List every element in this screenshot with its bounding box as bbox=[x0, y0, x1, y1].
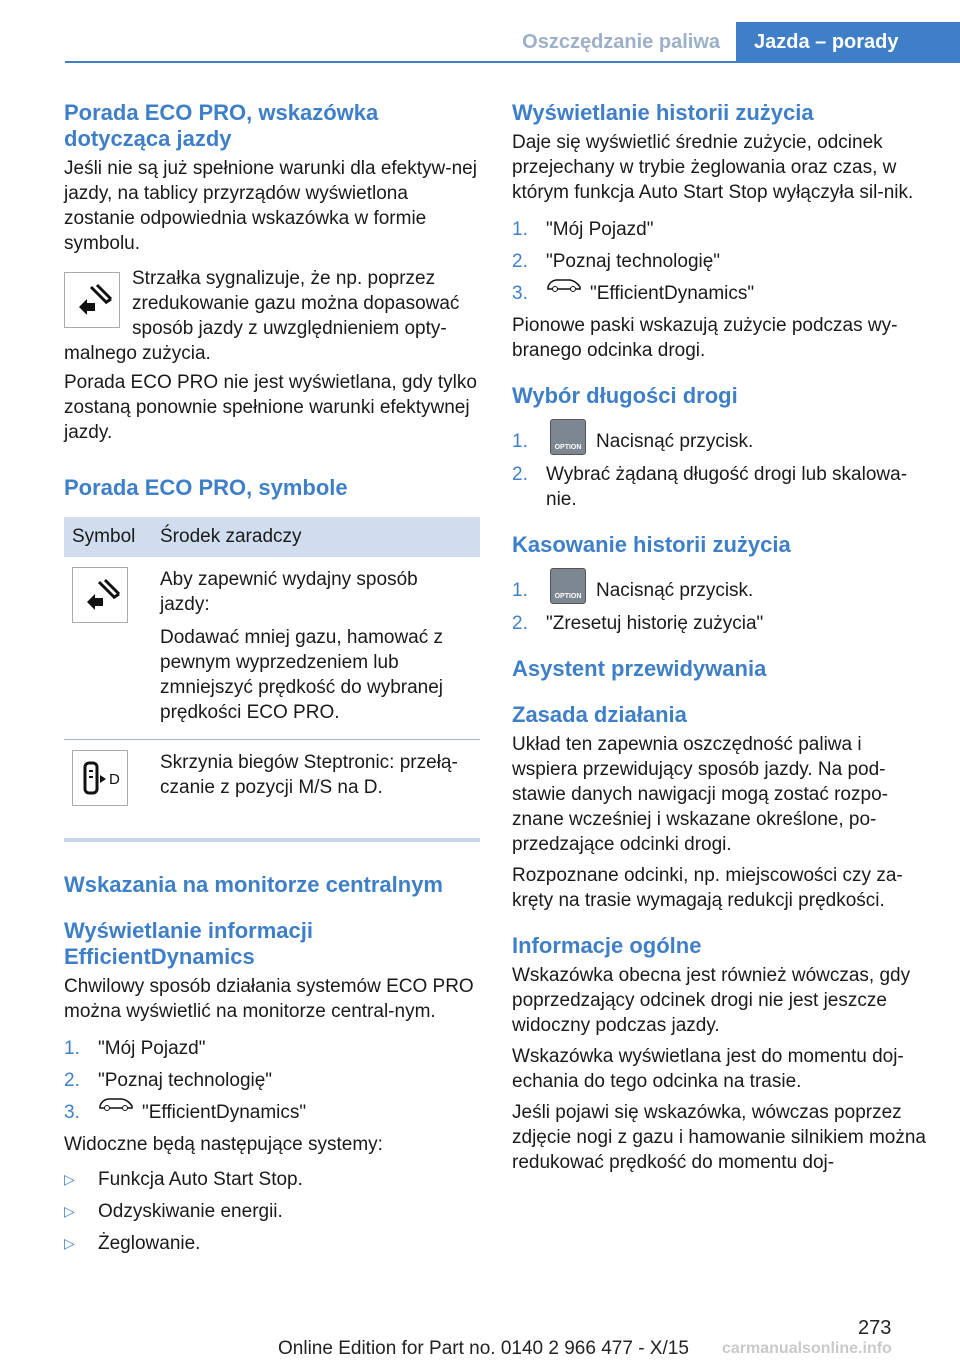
heading-predictive-assistant: Asystent przewidywania bbox=[512, 656, 767, 681]
header-chapter-title: Jazda – porady bbox=[736, 22, 960, 62]
car-icon bbox=[546, 275, 582, 306]
list-item: 1. "Mój Pojazd" bbox=[512, 219, 654, 240]
table-cell-remedy bbox=[152, 557, 480, 740]
footer-edition: Online Edition for Part no. 0140 2 966 477 - X/15 bbox=[278, 1338, 689, 1359]
right-column bbox=[512, 100, 932, 1175]
table-cell-symbol bbox=[64, 557, 152, 740]
table-header-row bbox=[64, 517, 480, 557]
paragraph-bars: Pionowe paski wskazują zużycie podczas wy-branego odcinka drogi. bbox=[512, 315, 898, 361]
list-item: 1. OPTION Nacisnąć przycisk. bbox=[512, 578, 932, 604]
paragraph-principle-2: Rozpoznane odcinki, np. miejscowości czy za-kręty na trasie wymagają redukcji prędkości. bbox=[512, 865, 903, 911]
list-item: ▷ Żeglowanie. bbox=[64, 1233, 201, 1254]
paragraph-history: Daje się wyświetlić średnie zużycie, odcinek przejechany w trybie żeglowania oraz czas, w którym funkcja Auto Start Stop wyłączyła sil-nik. bbox=[512, 132, 914, 203]
table-row bbox=[64, 740, 480, 821]
option-button-icon: OPTION bbox=[550, 419, 586, 455]
paragraph-general-3: Jeśli pojawi się wskazówka, wówczas poprzez zdjęcie nogi z gazu i hamowanie silnikiem można redukować prędkość do momentu doj- bbox=[512, 1102, 926, 1173]
list-item: ▷ Odzyskiwanie energii. bbox=[64, 1201, 283, 1222]
bullet-marker-icon: ▷ bbox=[64, 1235, 75, 1251]
heading-eco-symbols: Porada ECO PRO, symbole bbox=[64, 475, 348, 500]
paragraph-eco-hint-2: Strzałka sygnalizuje, że np. poprzez zredukowanie gazu można dopasować sposób jazdy z uwzględnieniem opty-malnego zużycia. bbox=[64, 268, 460, 364]
page-header bbox=[0, 0, 960, 62]
list-item: ▷ Funkcja Auto Start Stop. bbox=[64, 1169, 303, 1190]
remedy-text-1: Aby zapewnić wydajny sposób jazdy: bbox=[160, 569, 418, 615]
header-divider bbox=[65, 61, 960, 63]
list-item: 3. "EfficientDynamics" bbox=[512, 281, 932, 306]
paragraph-principle-1: Układ ten zapewnia oszczędność paliwa i wspiera przewidujący sposób jazdy. Na pod-stawie danych nawigacji mogą zostać rozpo-znane wcześniej i wskazane określone, po-przedzające odcinki drogi. bbox=[512, 734, 888, 855]
table-cell-symbol bbox=[64, 740, 152, 821]
heading-efficientdynamics-info: Wyświetlanie informacji EfficientDynamics bbox=[64, 918, 314, 969]
table-row bbox=[64, 557, 480, 740]
eco-arrow-icon bbox=[64, 272, 120, 328]
eco-arrow-icon bbox=[72, 567, 128, 623]
bullet-marker-icon: ▷ bbox=[64, 1203, 75, 1219]
svg-text:D: D bbox=[109, 771, 120, 788]
heading-route-length: Wybór długości drogi bbox=[512, 383, 738, 408]
bullet-marker-icon: ▷ bbox=[64, 1171, 75, 1187]
paragraph-general-1: Wskazówka obecna jest również wówczas, gdy poprzedzający odcinek drogi nie jest jeszcze widoczny podczas jazdy. bbox=[512, 965, 911, 1036]
heading-history: Wyświetlanie historii zużycia bbox=[512, 100, 814, 125]
table-header-remedy: Środek zaradczy bbox=[152, 517, 480, 557]
car-icon bbox=[98, 1094, 134, 1125]
history-steps-list bbox=[512, 217, 932, 306]
table-header-symbol: Symbol bbox=[64, 517, 152, 557]
paragraph-eco-hint-3: Porada ECO PRO nie jest wyświetlana, gdy tylko zostaną ponownie spełnione warunki efektywnej jazdy. bbox=[64, 372, 477, 443]
watermark: carmanualsonline.info bbox=[722, 1340, 892, 1357]
paragraph-eco-hint-1: Jeśli nie są już spełnione warunki dla efektyw-nej jazdy, na tablicy przyrządów wyświetlona zostanie odpowiednia wskazówka w formie symbolu. bbox=[64, 158, 477, 254]
heading-principle: Zasada działania bbox=[512, 702, 687, 727]
reset-steps-list bbox=[512, 578, 932, 636]
heading-central-monitor: Wskazania na monitorze centralnym bbox=[64, 872, 443, 897]
table-bottom-rule bbox=[64, 838, 480, 842]
paragraph-info: Chwilowy sposób działania systemów ECO PRO można wyświetlić na monitorze central-nym. bbox=[64, 976, 474, 1022]
paragraph-visible-systems: Widoczne będą następujące systemy: bbox=[64, 1134, 383, 1155]
option-button-icon: OPTION bbox=[550, 568, 586, 604]
left-column bbox=[64, 100, 480, 1263]
list-item: 1. "Mój Pojazd" bbox=[64, 1038, 206, 1059]
systems-bullet-list bbox=[64, 1167, 480, 1256]
heading-general-info: Informacje ogólne bbox=[512, 933, 702, 958]
page-number: 273 bbox=[858, 1317, 892, 1339]
heading-eco-hint: Porada ECO PRO, wskazówka dotycząca jazdy bbox=[64, 100, 379, 151]
heading-reset-history: Kasowanie historii zużycia bbox=[512, 532, 791, 557]
info-steps-list bbox=[64, 1036, 480, 1125]
eco-hint-icon-block bbox=[64, 266, 480, 366]
list-item: 2. Wybrać żądaną długość drogi lub skalowa-nie. bbox=[512, 464, 908, 510]
header-section-title: Oszczędzanie paliwa bbox=[518, 22, 736, 62]
list-item: 2. "Poznaj technologię" bbox=[512, 251, 721, 272]
list-item: 1. OPTION Nacisnąć przycisk. bbox=[512, 429, 932, 455]
list-item: 2. "Poznaj technologię" bbox=[64, 1070, 273, 1091]
list-item: 2. "Zresetuj historię zużycia" bbox=[512, 613, 764, 634]
gear-shift-d-icon bbox=[72, 750, 128, 806]
paragraph-general-2: Wskazówka wyświetlana jest do momentu doj-echania do tego odcinka na trasie. bbox=[512, 1046, 904, 1092]
eco-symbols-table bbox=[64, 517, 480, 820]
length-steps-list bbox=[512, 429, 932, 512]
table-cell-remedy: Skrzynia biegów Steptronic: przełą-czanie z pozycji M/S na D. bbox=[160, 752, 458, 798]
list-item: 3. "EfficientDynamics" bbox=[64, 1100, 480, 1125]
remedy-text-2: Dodawać mniej gazu, hamować z pewnym wyprzedzeniem lub zmniejszyć prędkość do wybranej prędkości ECO PRO. bbox=[160, 627, 444, 723]
